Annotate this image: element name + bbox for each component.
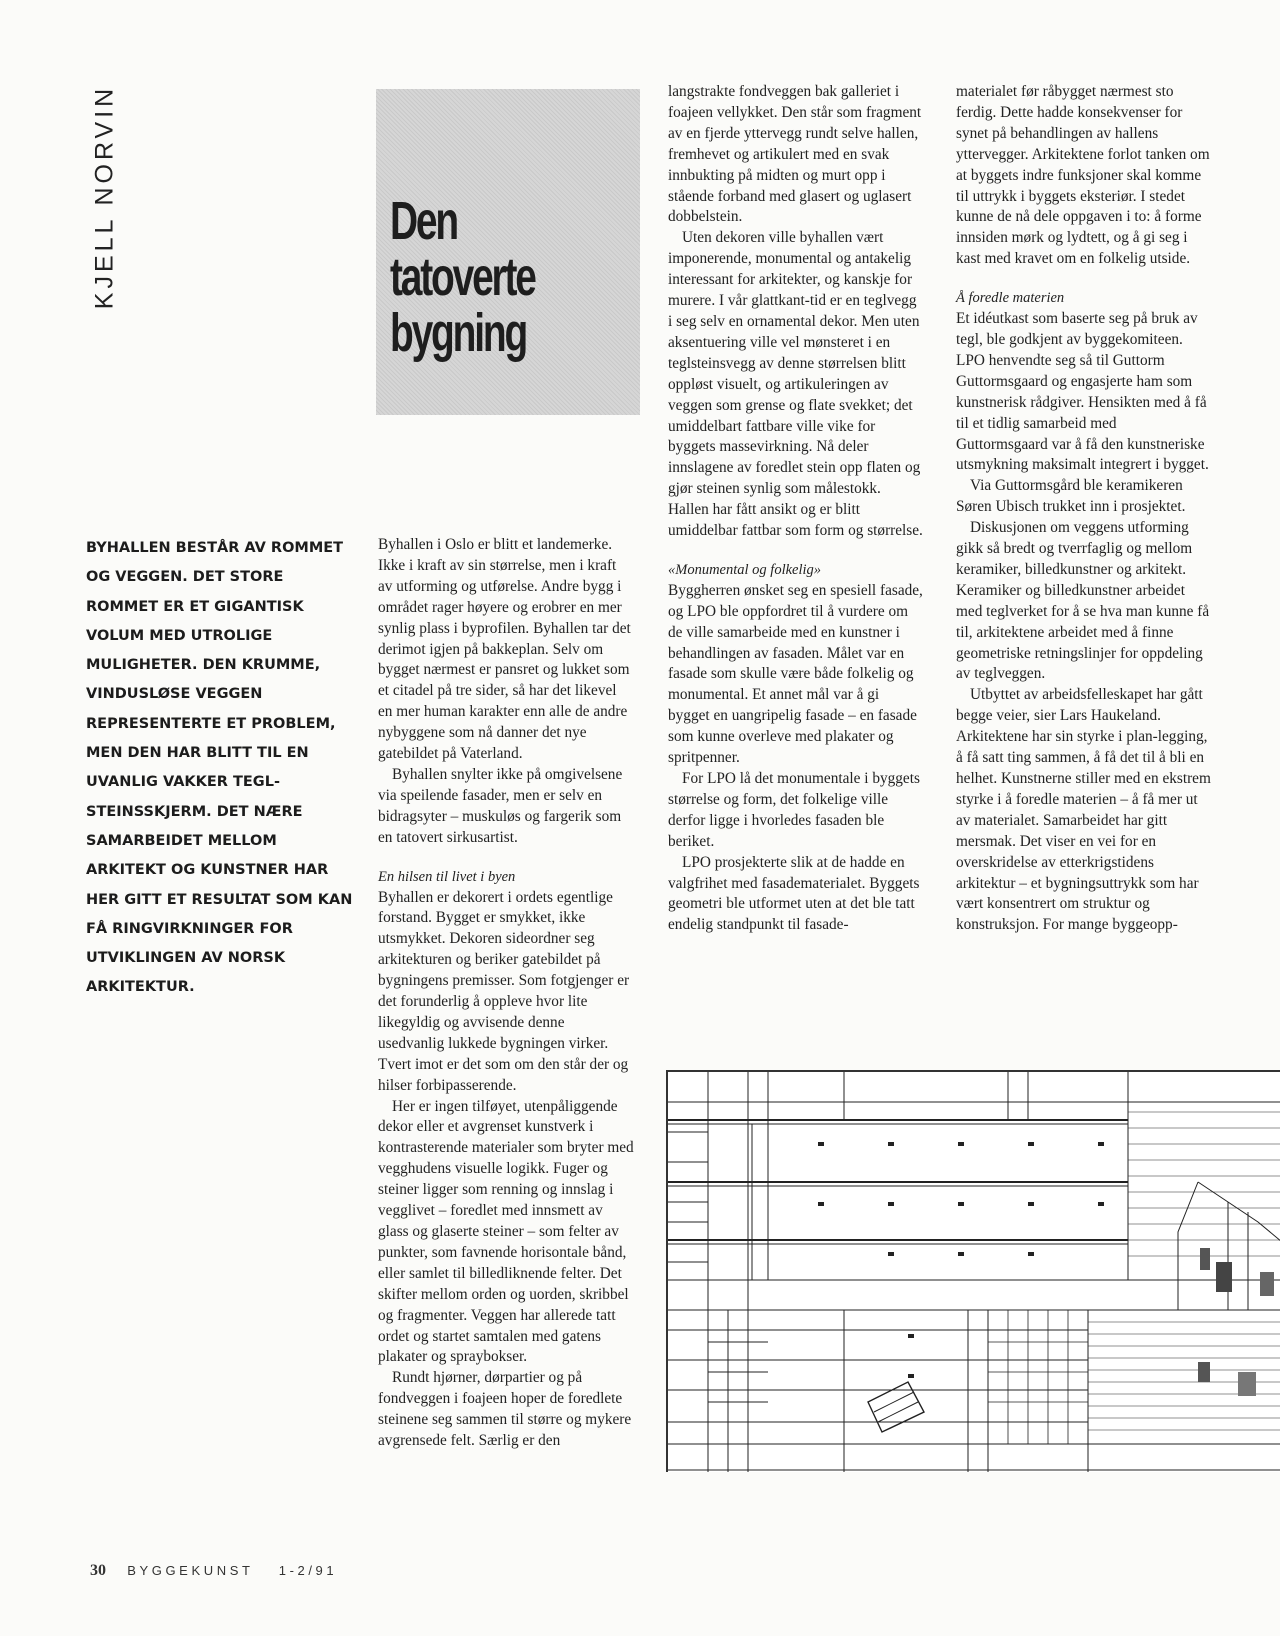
paragraph: Byhallen snylter ikke på omgivelsene via speilende fasader, men er selv en bidragsyter – muskuløs og fargerik som en tatovert sirkusartist.: [378, 765, 623, 846]
body-column-1: [378, 535, 634, 1452]
paragraph: Et idéutkast som baserte seg på bruk av tegl, ble godkjent av byggekomiteen. LPO henvendte seg så til Guttorm Guttormsgaard og engasjerte ham som kunstnerisk rådgiver. Hensikten med å få til et tidlig samarbeid med Guttormsgaard var å få den kunstneriske utsmykning maksimalt integrert i bygget.: [956, 310, 1209, 474]
author-byline: [60, 84, 150, 310]
paragraph: For LPO lå det monumentale i byggets størrelse og form, det folkelige ville derfor ligge i hvorledes fasaden ble beriket.: [668, 770, 920, 850]
title-line: tatoverte: [390, 247, 535, 307]
paragraph: Her er ingen tilføyet, utenpåliggende dekor eller et avgrenset kunstverk i kontrasterende materialer som bryter med vegghudens visuelle logikk. Fuger og steiner ligger som renning og innslag i vegglivet – foredlet med innsmett av glass og glaserte steiner – som felter av punkter, som favnende horisontale bånd, eller samlet til billedliknende felter. Det skifter mellom orden og uorden, skribbel og fragmenter. Veggen har allerede tatt ordet og startet samtalen med gatens plakater og spraybokser.: [378, 1097, 634, 1366]
title-line: Den: [390, 191, 457, 251]
paragraph: Utbyttet av arbeidsfelleskapet har gått begge veier, sier Lars Haukeland. Arkitektene har sin styrke i plan-legging, å få satt ting sammen, å få det til å bli en helhet. Kunstnerne stiller med en ekstrem styrke i å foredle materien – å få mer ut av materialet. Samarbeidet har gitt mersmak. Det viser en vei for en overskridelse av etterkrigstidens arkitektur – et bygningsuttrykk som har vært konsentrert om struktur og konstruksjon. For mange byggeopp-: [956, 686, 1211, 934]
body-column-2: [668, 82, 924, 936]
title-line: bygning: [390, 303, 527, 363]
paragraph: Via Guttormsgård ble keramikeren Søren Ubisch trukket inn i prosjektet.: [956, 477, 1186, 516]
author-name: KJELL NORVIN: [90, 84, 119, 310]
facade-elevation-drawing: [666, 1070, 1280, 1472]
article-title: [390, 193, 535, 361]
subheading: «Monumental og folkelig»: [668, 561, 822, 578]
subheading: En hilsen til livet i byen: [378, 868, 516, 885]
paragraph: Byggherren ønsket seg en spesiell fasade, og LPO ble oppfordret til å vurdere om de ville samarbeide med en kunstner i behandlingen av fasaden. Målet var en fasade som skulle være både folkelig og monumental. Et annet mål var å gi bygget en uangripelig fasade – en fasade som kunne overleve med plakater og spritpenner.: [668, 581, 923, 767]
publication-name: BYGGEKUNST: [127, 1563, 254, 1578]
page-footer: [90, 1562, 337, 1580]
drawing-lines: [668, 1072, 1280, 1472]
paragraph: LPO prosjekterte slik at de hadde en valgfrihet med fasadematerialet. Byggets geometri ble utformet uten at det ble tatt endelig standpunkt til fasade-: [668, 853, 920, 934]
paragraph: materialet før råbygget nærmest sto ferdig. Dette hadde konsekvenser for synet på behandlingen av hallens yttervegger. Arkitektene forlot tanken om at byggets indre funksjoner skal komme til uttrykk i byggets eksteriør. I stedet kunne de nå dele oppgaven i to: å forme innsiden mørk og lydtett, og å gi seg i kast med kravet om en folkelig utside.: [956, 83, 1210, 268]
issue-number: 1-2/91: [278, 1563, 338, 1578]
body-column-3: [956, 82, 1212, 936]
lead-text: BYHALLEN BESTÅR AV ROMMET OG VEGGEN. DET STORE ROMMET ER ET GIGANTISK VOLUM MED UTROLIGE MULIGHETER. DEN KRUMME, VINDUSLØSE VEGGEN REPRESENTERTE ET PROBLEM, MEN DEN HAR BLITT TIL EN UVANLIG VAKKER TEGLSTEINSSKJERM. DET NÆRE SAMARBEIDET MELLOM ARKITEKT OG KUNSTNER HAR HER GITT ET RESULTAT SOM KAN FÅ RINGVIRKNINGER FOR UTVIKLINGEN AV NORSK ARKITEKTUR.: [86, 540, 353, 996]
paragraph: langstrakte fondveggen bak galleriet i foajeen vellykket. Den står som fragment av en fjerde yttervegg rundt selve hallen, fremhevet og artikulert med en svak innbukting på midten og murt opp i stående forband med glasert og uglasert dobbelstein.: [668, 83, 922, 226]
subheading: Å foredle materien: [956, 290, 1065, 307]
paragraph: Byhallen er dekorert i ordets egentlige forstand. Bygget er smykket, ikke utsmykket. Dekoren sideordner seg arkitekturen og beriker gatebildet på bygningens premisser. Som fotgjenger er det forunderlig å oppleve hvor lite likegyldig og avvisende denne usedvanlig lukkede bygningen virker. Tvert imot er det som om den står der og hilser forbipasserende.: [378, 888, 630, 1094]
lead-paragraph: [86, 534, 358, 1003]
paragraph: Uten dekoren ville byhallen vært imponerende, monumental og antakelig interessant for arkitekter, og kanskje for murere. I vår glattkant-tid er en teglvegg i seg selv en ornamental dekor. Men uten aksentuering ville vel mønsteret i en teglsteinsvegg av denne størrelsen blitt oppløst visuelt, og artikuleringen av veggen som grense og flate svekket; det umiddelbart fattbare ville vike for byggets massevirkning. Nå deler innslagene av foredlet stein opp flaten og gjør steinen synlig som målestokk. Hallen har fått ansikt og er blitt umiddelbar fattbar som form og størrelse.: [668, 229, 923, 540]
paragraph: Diskusjonen om veggens utforming gikk så bredt og tverrfaglig og mellom keramiker, billedkunstner og arkitekt. Keramiker og billedkunstner arbeidet med teglverket for å se hva man kunne få til, arkitektene arbeidet med å finne geometriske retningslinjer for oppdeling av teglveggen.: [956, 519, 1210, 683]
title-box: [376, 89, 640, 415]
paragraph: Byhallen i Oslo er blitt et landemerke. Ikke i kraft av sin størrelse, men i kraft av utforming og utførelse. Andre bygg i området rager høyere og erobrer en mer synlig plass i byprofilen. Byhallen tar det derimot igjen på bakkeplan. Selv om bygget nærmest er pansret og lukket som et citadel på tre sider, så har det likevel en mer human karakter enn alle de andre nybyggene som nå danner det nye gatebildet på Vaterland.: [378, 536, 631, 763]
paragraph: Rundt hjørner, dørpartier og på fondveggen i foajeen hoper de foredlete steinene seg sammen til større og mykere avgrensede felt. Særlig er den: [378, 1369, 632, 1450]
page-number: 30: [90, 1562, 106, 1579]
